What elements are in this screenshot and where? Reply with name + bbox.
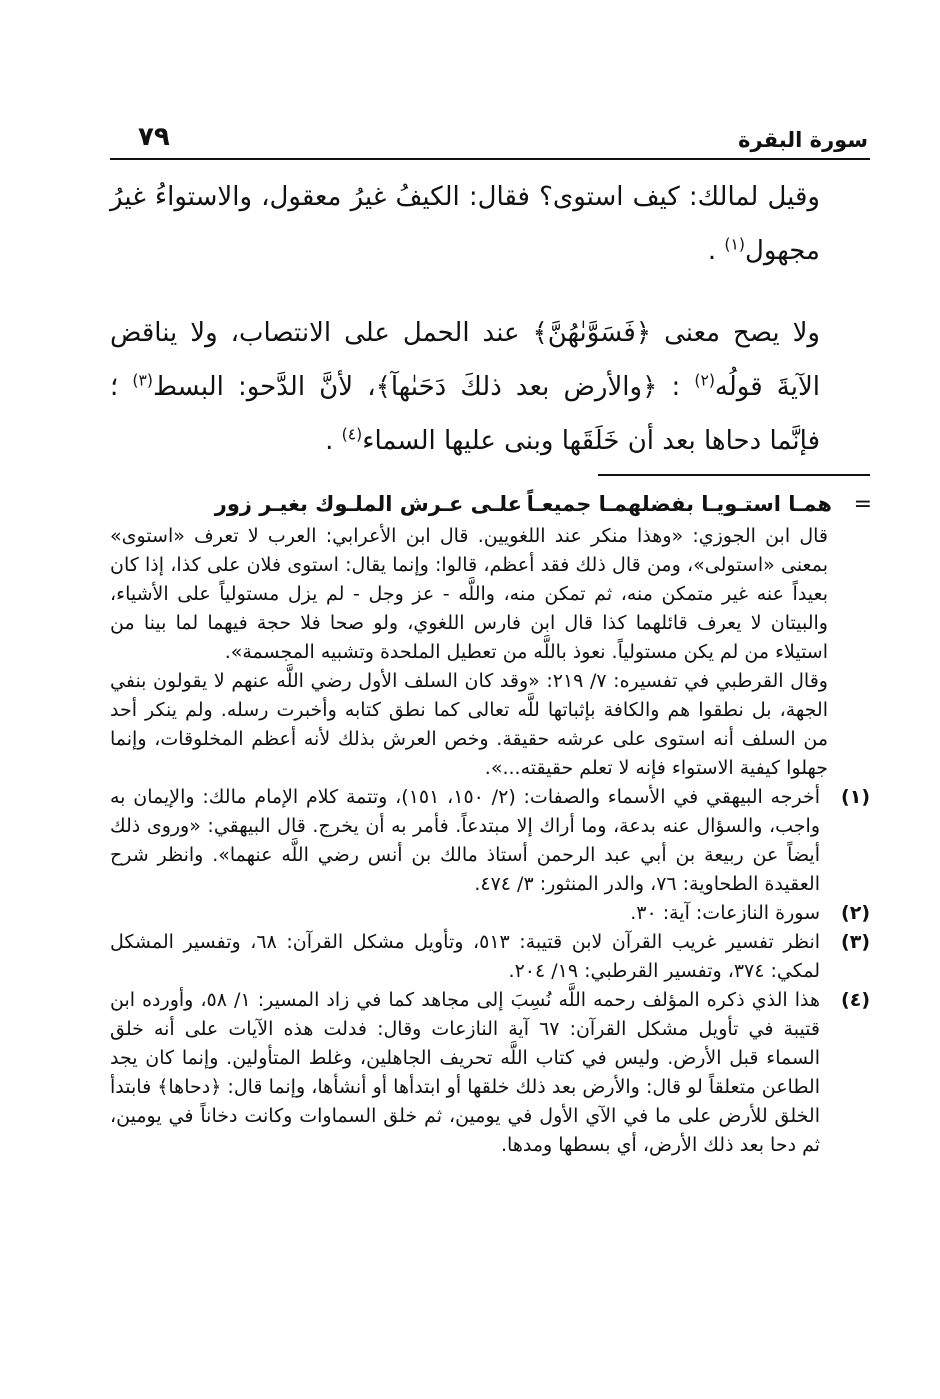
footnote-text: أخرجه البيهقي في الأسماء والصفات: (٢/ ١٥٠، ١٥١)، وتتمة كلام الإمام مالك: والإيمان به واجب، والسؤال عنه بدعة، وما أراك إلا مبتدعاً. فأمر به أن يخرج. قال البيهقي: «وروى ذلك أيضاً عن ربيعة بن أبي عبد الرحمن أستاذ مالك بن أنس رضي اللَّه عنهما». وانظر شرح العقيدة الطحاوية: ٧٦، والدر المنثور: ٣/ ٤٧٤.: [110, 786, 820, 895]
footnote-1: [110, 783, 872, 899]
footnote-number: (٣): [841, 931, 870, 953]
main-text: [110, 170, 820, 468]
footnote-number: (٢): [841, 902, 870, 924]
page-number: ٧٩: [138, 122, 170, 152]
footnote-ref: (٢): [694, 371, 715, 390]
paragraph-end: .: [707, 236, 725, 266]
paragraph-istawa: [110, 306, 820, 468]
footnote-continuation-ibn-aljawzi: قال ابن الجوزي: «وهذا منكر عند اللغويين. قال ابن الأعرابي: العرب لا تعرف «استوى» بمعنى «استولى»، ومن قال ذلك فقد أعظم، قالوا: وإنما يقال: استوى فلان على كذا، إذا كان بعيداً عنه غير متمكن منه، ثم تمكن منه، واللَّه - عز وجل - لم يزل مستولياً على الأشياء، والبيتان لا يعرف قائلهما كذا قال ابن فارس اللغوي، ولو صحا فلا حجة فيهما لما بينا من استيلاء من لم يكن مستولياً. نعوذ باللَّه من تعطيل الملحدة وتشبيه المجسمة».: [110, 525, 828, 663]
footnote-ref: (٤): [341, 425, 363, 444]
footnote-text: سورة النازعات: آية: ٣٠.: [630, 902, 820, 924]
surah-title: سورة البقرة: [738, 128, 868, 152]
paragraph-text: ؛ فإنَّما دحاها بعد أن خَلَقَها وبنى عليها السماء: [110, 372, 820, 456]
footnote-number: (٤): [841, 989, 870, 1011]
paragraph-text: ولا يصح معنى ﴿فَسَوَّىٰهُنَّ﴾ عند الحمل على الانتصاب، ولا يناقض الآيةَ قولُه: [110, 318, 821, 402]
paragraph-malik: [110, 170, 820, 278]
verse-hemistich-first: همـا استـويـا بفضلهمـا جميعـاً: [526, 492, 832, 516]
paragraph-text: وقيل لمالك: كيف استوى؟ فقال: الكيفُ غيرُ معقول، والاستواءُ غيرُ مجهول: [110, 182, 820, 266]
paragraph-text: : ﴿والأرض بعد ذلكَ دَحَىٰهآ﴾، لأنَّ الدَّحو: البسط: [152, 372, 695, 402]
poetry-verse: [110, 488, 872, 522]
footnote-3: [110, 928, 872, 986]
footnote-separator: [598, 474, 870, 476]
verse-hemistich-second: علـى عـرش الملـوك بغيـر زور: [214, 492, 522, 516]
paragraph-end: .: [325, 426, 342, 456]
footnote-continuation-qurtubi: وقال القرطبي في تفسيره: ٧/ ٢١٩: «وقد كان السلف الأول رضي اللَّه عنهم لا يقولون بنفي الجهة، بل نطقوا هم والكافة بإثباتها للَّه تعالى كما نطق كتابه وأخبرت رسله. ولم ينكر أحد من السلف أنه استوى على عرشه حقيقة. وخص العرش بذلك لأنه أعظم المخلوقات، وإنما جهلوا كيفية الاستواء فإنه لا تعلم حقيقته...».: [110, 670, 828, 779]
footnote-number: (١): [841, 786, 870, 808]
footnote-ref: (١): [724, 235, 745, 254]
footnote-text: هذا الذي ذكره المؤلف رحمه اللَّه نُسِبَ إلى مجاهد كما في زاد المسير: ١/ ٥٨، وأورده ابن قتيبة في تأويل مشكل القرآن: ٦٧ آية النازعات وقال: فدلت هذه الآيات على أنه خلق السماء قبل الأرض. وليس في كتاب اللَّه تحريف الجاهلين، وغلط المتأولين. وإنما كان يجد الطاعن متعلقاً لو قال: والأرض بعد ذلك خلقها أو ابتدأها أو أنشأها، وإنما قال: ﴿دحاها﴾ فابتدأ الخلق للأرض على ما في الآي الأول في يومين، ثم خلق السماوات وكانت دخاناً في يومين، ثم دحا بعد ذلك الأرض، أي بسطها ومدها.: [110, 989, 820, 1156]
continuation-mark: =: [853, 492, 872, 517]
page-header: [110, 118, 870, 160]
footnote-2: [110, 899, 872, 928]
footnote-text: انظر تفسير غريب القرآن لابن قتيبة: ٥١٣، وتأويل مشكل القرآن: ٦٨، وتفسير المشكل لمكي: ٣٧٤، وتفسير القرطبي: ١٩/ ٢٠٤.: [110, 931, 821, 982]
footnote-ref: (٣): [132, 371, 153, 390]
footnote-4: [110, 986, 872, 1160]
footnotes: [110, 488, 872, 1160]
